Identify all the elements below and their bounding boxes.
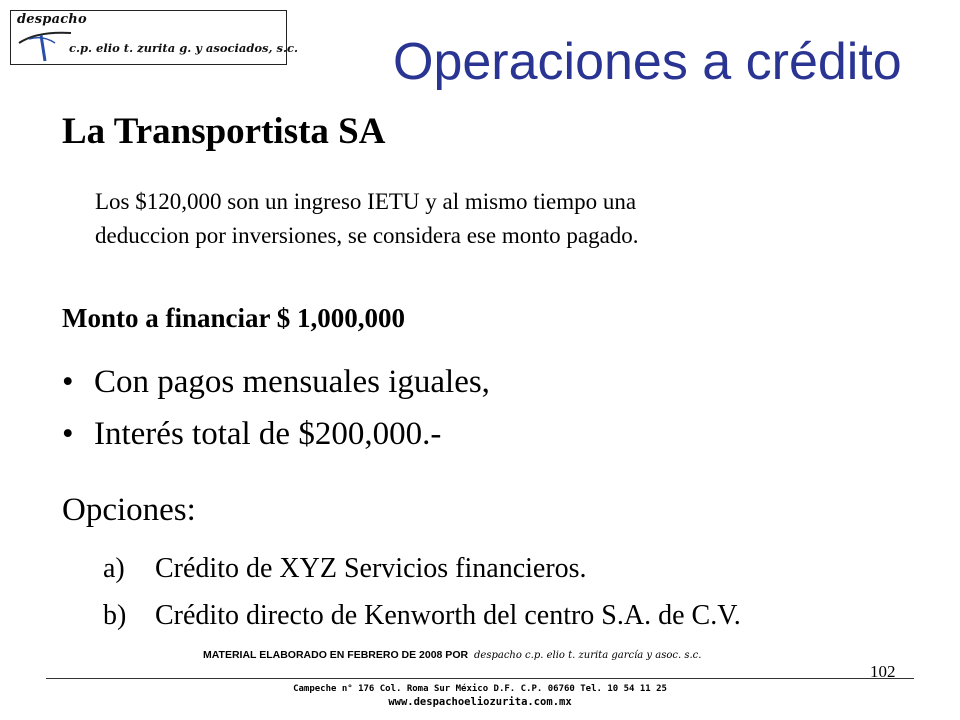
- list-item: [62, 356, 490, 408]
- footer-note: [203, 649, 701, 661]
- paragraph-line-2: deduccion por inversiones, se considera ese monto pagado.: [95, 223, 639, 248]
- bullet-mark: •: [62, 416, 74, 452]
- slide-title: Operaciones a crédito: [393, 33, 902, 91]
- company-heading: La Transportista SA: [62, 111, 386, 152]
- option-letter: a): [103, 553, 125, 584]
- ietu-paragraph: [95, 185, 895, 253]
- bullet-mark: •: [62, 364, 74, 400]
- monto-heading: Monto a financiar $ 1,000,000: [62, 303, 405, 333]
- page-number: 102: [870, 662, 896, 681]
- list-item: [62, 408, 490, 460]
- bullet-text: Con pagos mensuales iguales,: [94, 364, 490, 400]
- paragraph-line-1: Los $120,000 son un ingreso IETU y al mismo tiempo una: [95, 189, 637, 214]
- option-letter: b): [103, 600, 127, 631]
- list-item: [103, 545, 741, 592]
- option-text: Crédito de XYZ Servicios financieros.: [155, 553, 587, 584]
- list-item: [103, 592, 741, 639]
- bullet-list: [62, 356, 490, 460]
- option-text: Crédito directo de Kenworth del centro S.A. de C.V.: [155, 600, 741, 631]
- footer-note-script: despacho c.p. elio t. zurita garcía y asoc. s.c.: [474, 650, 702, 661]
- footer-note-text: MATERIAL ELABORADO EN FEBRERO DE 2008 POR: [203, 649, 469, 661]
- footer-website: www.despachoeliozurita.com.mx: [388, 696, 572, 708]
- logo-subtitle: c.p. elio t. zurita g. y asociados, s.c.: [69, 41, 299, 55]
- options-list: [103, 545, 741, 639]
- company-logo: [10, 10, 299, 65]
- footer-divider: [46, 678, 914, 679]
- logo-word: despacho: [17, 12, 87, 27]
- opciones-heading: Opciones:: [62, 492, 196, 528]
- footer-address: Campeche n° 176 Col. Roma Sur México D.F. C.P. 06760 Tel. 10 54 11 25: [293, 684, 667, 694]
- bullet-text: Interés total de $200,000.-: [94, 416, 442, 452]
